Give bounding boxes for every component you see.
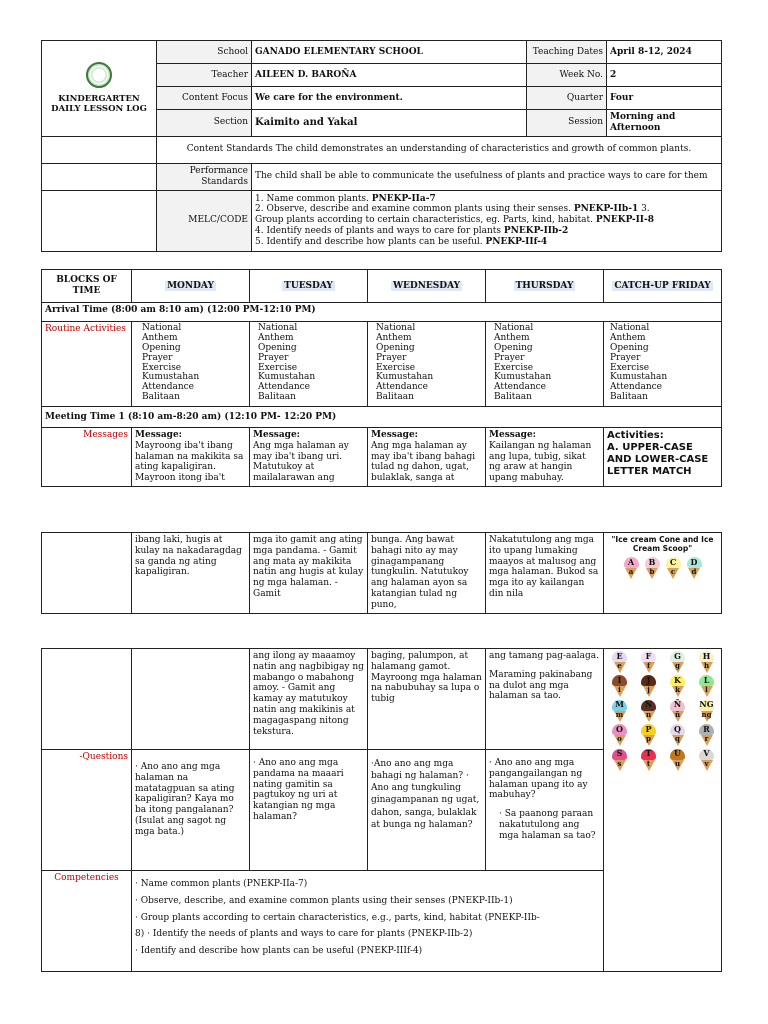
cone-lowercase-letter: r bbox=[704, 734, 709, 744]
melc-item-4: 4. Identify needs of plants and ways to care for plants PNEKP-IIb-2 bbox=[255, 225, 569, 236]
col-thursday: THURSDAY bbox=[486, 270, 604, 303]
message-tuesday-b: mga ito gamit ang ating mga pandama. - Gamit ang mata ay makikita natin ang hugis at kulay ng mga halaman. - Gamit bbox=[250, 533, 368, 614]
ice-cream-cone bbox=[612, 675, 627, 694]
teacher-value: AILEEN D. BAROÑA bbox=[252, 64, 527, 87]
cone-lowercase-letter: d bbox=[691, 567, 697, 576]
ice-cream-cone bbox=[666, 557, 681, 576]
ice-cream-cone bbox=[670, 675, 685, 694]
routine-friday: National Anthem Opening Prayer Exercise Kumustahan Attendance Balitaan bbox=[604, 322, 722, 407]
ice-cream-cone bbox=[670, 749, 685, 768]
quarter-label: Quarter bbox=[527, 87, 607, 110]
content-focus-label: Content Focus bbox=[157, 87, 252, 110]
ice-cream-cone bbox=[624, 557, 639, 576]
ice-cream-scoop-icon: P bbox=[641, 724, 656, 735]
content-focus-value: We care for the environment. bbox=[252, 87, 527, 110]
schedule-table-part2 bbox=[41, 532, 722, 614]
week-value: 2 bbox=[607, 64, 722, 87]
meeting-time-row: Meeting Time 1 (8:10 am-8:20 am) (12:10 PM- 12:20 PM) bbox=[42, 407, 722, 428]
questions-tuesday: · Ano ano ang mga pandama na maaari nating gamitin sa pagtukoy ng uri at katangian ng mga halaman? bbox=[250, 750, 368, 871]
ice-cream-scoop-icon: U bbox=[670, 749, 685, 760]
message-tuesday-c: ang ilong ay maaamoy natin ang nagbibigay ng mabango o mabahong amoy. - Gamit ang kamay ay matutukoy natin ang makikinis at magagaspang nitong tekstura. bbox=[250, 649, 368, 750]
header-table bbox=[41, 40, 722, 252]
ice-cream-scoop-icon: R bbox=[699, 724, 714, 735]
performance-value: The child shall be able to communicate the usefulness of plants and practice ways to care for them bbox=[252, 163, 722, 190]
cone-lowercase-letter: i bbox=[618, 685, 621, 695]
ice-cream-cone bbox=[699, 724, 714, 743]
friday-activities: Activities: A. UPPER-CASE AND LOWER-CASE LETTER MATCH bbox=[604, 428, 722, 487]
cone-lowercase-letter: e bbox=[617, 661, 622, 670]
routine-label: Routine Activities bbox=[42, 322, 132, 407]
competencies-list: · Name common plants (PNEKP-IIa-7) · Observe, describe, and examine common plants using their senses (PNEKP-IIb-1) · Group plants according to certain characteristics, e.g., parts, kind, habitat (PNEKP-IIb- 8) · Identify the needs of plants and ways to care for plants (PNEKP-IIb-2) · Identify and describe how plants can be useful (PNEKP-IIIf-4) bbox=[132, 871, 604, 972]
cone-lowercase-letter: ñ bbox=[674, 709, 681, 719]
org-title-line2: DAILY LESSON LOG bbox=[51, 104, 147, 115]
ice-cream-cone bbox=[670, 700, 685, 719]
week-label: Week No. bbox=[527, 64, 607, 87]
ice-cream-scoop-icon: I bbox=[612, 675, 627, 686]
ice-cream-cone bbox=[670, 651, 685, 670]
schedule-table-part1 bbox=[41, 269, 722, 487]
ice-cream-scoop-icon: B bbox=[645, 557, 660, 568]
quarter-value: Four bbox=[607, 87, 722, 110]
questions-monday: · Ano ano ang mga halaman na matatagpuan sa ating kapaligiran? Kaya mo ba itong pangalanan? (Isulat ang sagot ng mga bata.) bbox=[132, 750, 250, 871]
questions-thursday: · Ano ano ang mga pangangailangan ng halaman upang ito ay mabuhay? · Sa paanong paraan nakatutulong ang mga halaman sa tao? bbox=[486, 750, 604, 871]
cone-lowercase-letter: b bbox=[649, 567, 655, 576]
ice-cream-scoop-icon: Ñ bbox=[670, 700, 685, 711]
ice-cream-cone bbox=[612, 700, 627, 719]
ice-cream-cone bbox=[699, 651, 714, 670]
ice-cream-scoop-icon: S bbox=[612, 749, 627, 760]
ice-cream-scoop-icon: M bbox=[612, 700, 627, 711]
message-thursday-c: ang tamang pag-aalaga. Maraming pakinabang na dulot ang mga halaman sa tao. bbox=[486, 649, 604, 750]
message-thursday-b: Nakatutulong ang mga ito upang lumaking maayos at malusog ang mga halaman. Bukod sa mga ito ay kailangan din nila bbox=[486, 533, 604, 614]
ice-cream-cone bbox=[641, 675, 656, 694]
col-tuesday: TUESDAY bbox=[250, 270, 368, 303]
message-thursday-a: Message: Kailangan ng halaman ang lupa, tubig, sikat ng araw at hangin upang mabuhay. bbox=[486, 428, 604, 487]
cone-lowercase-letter: j bbox=[647, 685, 650, 695]
messages-label: Messages bbox=[42, 428, 132, 487]
ice-cream-scoop-icon: L bbox=[699, 675, 714, 686]
col-friday: CATCH-UP FRIDAY bbox=[604, 270, 722, 303]
ice-cream-scoop-icon: J bbox=[641, 675, 656, 686]
ice-cream-scoop-icon: Q bbox=[670, 724, 685, 735]
cone-lowercase-letter: q bbox=[675, 734, 680, 744]
cone-lowercase-letter: l bbox=[705, 685, 708, 695]
content-standards: Content Standards The child demonstrates an understanding of characteristics and growth of common plants. bbox=[157, 136, 722, 163]
cone-lowercase-letter: o bbox=[617, 734, 622, 744]
ice-cream-scoop-icon: E bbox=[612, 651, 627, 662]
ice-cream-cone bbox=[612, 724, 627, 743]
cone-lowercase-letter: m bbox=[615, 709, 624, 719]
message-tuesday-a: Message: Ang mga halaman ay may iba't ibang uri. Matutukoy at mailalarawan ang bbox=[250, 428, 368, 487]
ice-cream-scoop-icon: N bbox=[641, 700, 656, 711]
message-wednesday-b: bunga. Ang bawat bahagi nito ay may ginagampanang tungkulin. Natutukoy ang halaman ayon sa katangian tulad ng puno, bbox=[368, 533, 486, 614]
message-monday-b: ibang laki, hugis at kulay na nakadaragdag sa ganda ng ating kapaligiran. bbox=[132, 533, 250, 614]
teacher-label: Teacher bbox=[157, 64, 252, 87]
ice-cream-scoop-icon: A bbox=[624, 557, 639, 568]
teaching-dates-label: Teaching Dates bbox=[527, 41, 607, 64]
deped-seal-icon bbox=[86, 62, 112, 88]
ice-cream-cone bbox=[645, 557, 660, 576]
ice-cream-scoop-icon: F bbox=[641, 651, 656, 662]
ice-cream-scoop-icon: O bbox=[612, 724, 627, 735]
questions-label: -Questions bbox=[42, 750, 132, 871]
school-label: School bbox=[157, 41, 252, 64]
section-value: Kaimito and Yakal bbox=[252, 110, 527, 137]
cone-lowercase-letter: u bbox=[674, 758, 681, 768]
melc-item-2: 2. Observe, describe and examine common plants using their senses. PNEKP-IIb-1 3. bbox=[255, 204, 650, 215]
cone-lowercase-letter: k bbox=[675, 685, 680, 695]
routine-tuesday: National Anthem Opening Prayer Exercise Kumustahan Attendance Balitaan bbox=[250, 322, 368, 407]
scoop-title: "Ice cream Cone and Ice Cream Scoop" bbox=[611, 535, 714, 553]
ice-cream-scoop-icon: T bbox=[641, 749, 656, 760]
message-wednesday-a: Message: Ang mga halaman ay may iba't ibang bahagi tulad ng dahon, ugat, bulaklak, sanga at bbox=[368, 428, 486, 487]
col-blocks-of-time: BLOCKS OF TIME bbox=[42, 270, 132, 303]
cone-lowercase-letter: h bbox=[703, 661, 710, 670]
routine-thursday: National Anthem Opening Prayer Exercise Kumustahan Attendance Balitaan bbox=[486, 322, 604, 407]
ice-cream-cone bbox=[612, 749, 627, 768]
ice-cream-cone bbox=[699, 749, 714, 768]
cone-lowercase-letter: ng bbox=[701, 709, 712, 719]
ice-cream-cone bbox=[687, 557, 702, 576]
cone-lowercase-letter: t bbox=[646, 758, 651, 768]
schedule-table-part3 bbox=[41, 648, 722, 972]
ice-cream-scoop-icon: K bbox=[670, 675, 685, 686]
col-wednesday: WEDNESDAY bbox=[368, 270, 486, 303]
ice-cream-scoop-icon: G bbox=[670, 651, 685, 662]
message-monday-a: Message: Mayroong iba't ibang halaman na makikita sa ating kapaligiran. Mayroon itong iba't bbox=[132, 428, 250, 487]
routine-wednesday: National Anthem Opening Prayer Exercise Kumustahan Attendance Balitaan bbox=[368, 322, 486, 407]
performance-label: Performance Standards bbox=[157, 163, 252, 190]
ice-cream-cone bbox=[641, 651, 656, 670]
ice-cream-cone bbox=[641, 700, 656, 719]
friday-scoop-activity bbox=[604, 533, 722, 614]
ice-cream-cone bbox=[641, 749, 656, 768]
header-logo-cell bbox=[42, 41, 157, 137]
cone-lowercase-letter: f bbox=[646, 661, 650, 670]
cone-lowercase-letter: v bbox=[704, 758, 709, 768]
cone-lowercase-letter: c bbox=[670, 567, 676, 576]
questions-wednesday: ·Ano ano ang mga bahagi ng halaman? · Ano ang tungkuling ginagampanan ng ugat, dahon, sanga, bulaklak at bunga ng halaman? bbox=[368, 750, 486, 871]
ice-cream-scoop-icon: C bbox=[666, 557, 681, 568]
ice-cream-cones-row bbox=[607, 557, 718, 576]
melc-item-5: 5. Identify and describe how plants can be useful. PNEKP-IIf-4 bbox=[255, 236, 548, 247]
cone-lowercase-letter: a bbox=[628, 567, 634, 576]
ice-cream-scoop-icon: D bbox=[687, 557, 702, 568]
ice-cream-cone bbox=[699, 675, 714, 694]
cone-lowercase-letter: p bbox=[646, 734, 651, 744]
session-label: Session bbox=[527, 110, 607, 137]
routine-monday: National Anthem Opening Prayer Exercise Kumustahan Attendance Balitaan bbox=[132, 322, 250, 407]
cone-lowercase-letter: s bbox=[617, 758, 622, 768]
ice-cream-cone bbox=[612, 651, 627, 670]
cone-lowercase-letter: n bbox=[645, 709, 652, 719]
session-value: Morning and Afternoon bbox=[607, 110, 722, 137]
melc-item-1: 1. Name common plants. PNEKP-IIa-7 bbox=[255, 193, 436, 204]
ice-cream-scoop-icon: NG bbox=[699, 699, 714, 710]
ice-cream-cone bbox=[670, 724, 685, 743]
melc-label: MELC/CODE bbox=[157, 190, 252, 251]
teaching-dates-value: April 8-12, 2024 bbox=[607, 41, 722, 64]
ice-cream-cones-grid bbox=[606, 651, 719, 768]
arrival-time-row: Arrival Time (8:00 am 8:10 am) (12:00 PM-12:10 PM) bbox=[42, 303, 722, 322]
org-title-line1: KINDERGARTEN bbox=[58, 94, 140, 105]
ice-cream-scoop-icon: V bbox=[699, 749, 714, 760]
col-monday: MONDAY bbox=[132, 270, 250, 303]
friday-cone-grid bbox=[604, 649, 722, 972]
melc-item-3: Group plants according to certain characteristics, eg. Parts, kind, habitat. PNEKP-II-8 bbox=[255, 215, 654, 226]
ice-cream-scoop-icon: H bbox=[699, 651, 714, 662]
competencies-label: Competencies bbox=[42, 871, 132, 972]
ice-cream-cone bbox=[641, 724, 656, 743]
message-wednesday-c: baging, palumpon, at halamang gamot. Mayroong mga halaman na nabubuhay sa lupa o tubig bbox=[368, 649, 486, 750]
cone-lowercase-letter: g bbox=[675, 661, 680, 670]
ice-cream-cone bbox=[699, 700, 714, 719]
school-value: GANADO ELEMENTARY SCHOOL bbox=[252, 41, 527, 64]
melc-list bbox=[252, 190, 722, 251]
section-label: Section bbox=[157, 110, 252, 137]
